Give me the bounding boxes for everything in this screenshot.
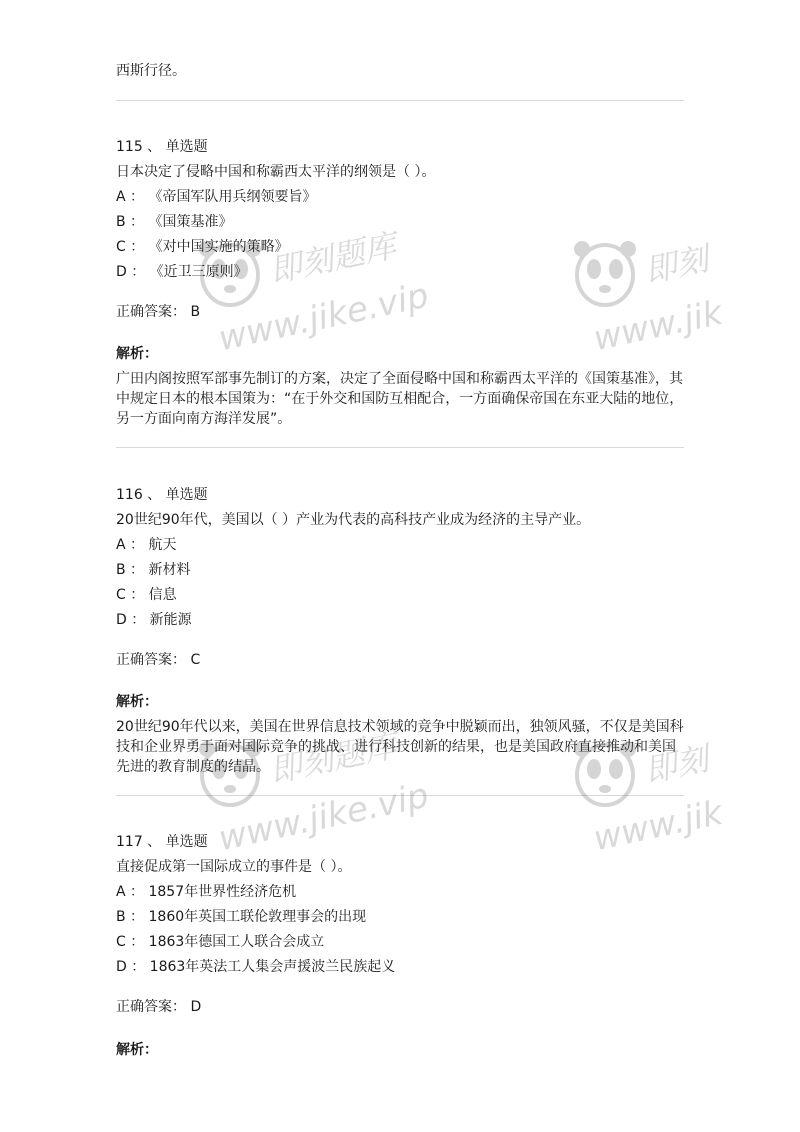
watermark-url: www.jik	[590, 792, 727, 860]
divider	[116, 100, 684, 101]
option-c: C ： 1863年德国工人联合会成立	[116, 934, 325, 950]
option-a: A ： 1857年世界性经济危机	[116, 884, 297, 900]
question-stem: 直接促成第一国际成立的事件是（ ）。	[116, 859, 352, 875]
question-header: 115 、 单选题	[116, 139, 208, 155]
analysis-label: 解析：	[116, 694, 158, 710]
option-a: A ： 《帝国军队用兵纲领要旨》	[116, 189, 317, 205]
watermark	[570, 225, 727, 375]
panda-logo-icon	[570, 235, 640, 315]
watermark-url: www.jik	[590, 292, 727, 360]
watermark-brand: 即刻	[641, 239, 712, 291]
question-stem: 20世纪90年代，美国以（ ）产业为代表的高科技产业成为经济的主导产业。	[116, 512, 591, 528]
watermark-brand: 即刻题库	[266, 726, 400, 791]
watermark-url: www.jike.vip	[215, 775, 433, 860]
analysis-label: 解析：	[116, 346, 158, 362]
correct-answer: 正确答案： C	[116, 652, 201, 668]
watermark-brand: 即刻	[641, 739, 712, 791]
analysis-text: 广田内阁按照军部事先制订的方案，决定了全面侵略中国和称霸西太平洋的《国策基准》，其中规定日本的根本国策为：“在于外交和国防互相配合，一方面确保帝国在东亚大陆的地位，另一方面向南方海洋发展”。	[116, 371, 684, 427]
option-b: B ： 《国策基准》	[116, 214, 233, 230]
correct-answer: 正确答案： B	[116, 304, 201, 320]
analysis-label: 解析：	[116, 1042, 158, 1058]
option-b: B ： 1860年英国工联伦敦理事会的出现	[116, 909, 367, 925]
question-stem: 日本决定了侵略中国和称霸西太平洋的纲领是（ ）。	[116, 164, 436, 180]
option-d: D ： 新能源	[116, 612, 192, 628]
option-a: A ： 航天	[116, 537, 177, 553]
option-d: D ： 1863年英法工人集会声援波兰民族起义	[116, 959, 396, 975]
option-b: B ： 新材料	[116, 562, 191, 578]
analysis-text: 20世纪90年代以来，美国在世界信息技术领域的竞争中脱颖而出，独领风骚，不仅是美国科技和企业界勇于面对国际竞争的挑战、进行科技创新的结果，也是美国政府直接推动和美国先进的教育制度的结晶。	[116, 719, 684, 775]
option-c: C ： 《对中国实施的策略》	[116, 239, 289, 255]
question-header: 116 、 单选题	[116, 487, 208, 503]
question-header: 117 、 单选题	[116, 834, 208, 850]
watermark-url: www.jike.vip	[215, 275, 433, 360]
watermark-brand: 即刻题库	[266, 226, 400, 291]
intro-tail-text: 西斯行径。	[116, 63, 186, 79]
correct-answer: 正确答案： D	[116, 999, 202, 1015]
divider	[116, 795, 684, 796]
option-c: C ： 信息	[116, 587, 177, 603]
option-d: D ： 《近卫三原则》	[116, 264, 248, 280]
divider	[116, 447, 684, 448]
